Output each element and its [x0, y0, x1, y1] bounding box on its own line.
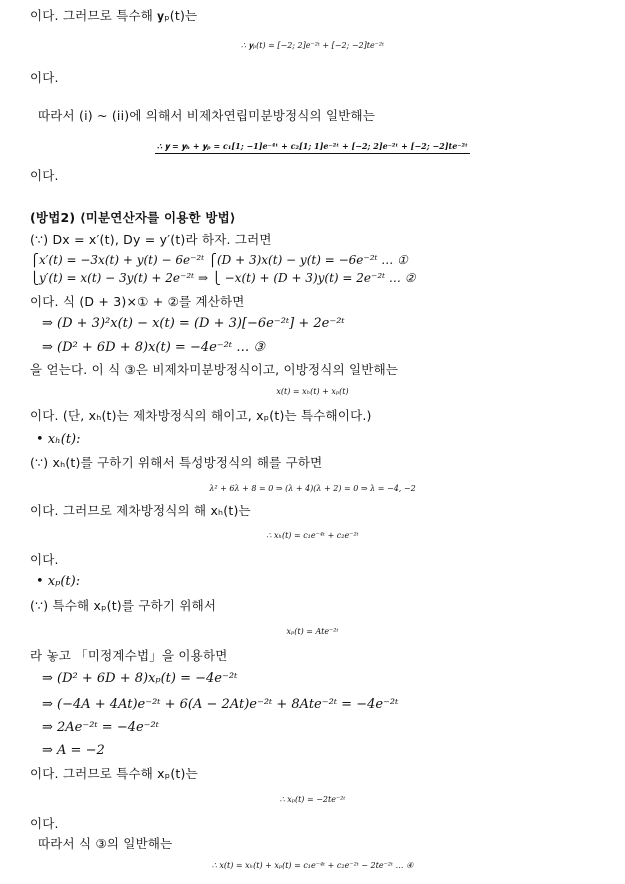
text-line: 이다. 식 (D + 3)×① + ②를 계산하면 — [30, 294, 245, 309]
text-line: 따라서 (i) ~ (ii)에 의해서 비제차연립미분방정식의 일반해는 — [38, 108, 376, 123]
equation: ⇒ A = −2 — [42, 743, 105, 758]
equation: ∴ 𝐲ₚ(t) = [−2; 2]e⁻²ᵗ + [−2; −2]te⁻²ᵗ — [240, 41, 385, 50]
equation: ∴ xₕ(t) = c₁e⁻⁴ᵗ + c₂e⁻²ᵗ — [266, 531, 359, 540]
equation-underlined — [0, 138, 625, 155]
equation: ⇒ (−4A + 4At)e⁻²ᵗ + 6(A − 2At)e⁻²ᵗ + 8Ate⁻²ᵗ = −4e⁻²ᵗ — [42, 697, 399, 712]
section-heading: (방법2) ⟨미분연산자를 이용한 방법⟩ — [30, 210, 236, 225]
equation: ⇒ (D² + 6D + 8)x(t) = −4e⁻²ᵗ … ③ — [42, 340, 265, 355]
bullet-heading: • xₚ(t): — [36, 574, 81, 589]
text-line: 이다. — [30, 816, 59, 831]
equation: ∴ xₚ(t) = −2te⁻²ᵗ — [279, 795, 346, 804]
equation: x(t) = xₕ(t) + xₚ(t) — [276, 387, 349, 396]
bullet-heading: • xₕ(t): — [36, 432, 81, 447]
text-line: 을 얻는다. 이 식 ③은 비제차미분방정식이고, 이방정식의 일반해는 — [30, 362, 399, 377]
text-line: 이다. — [30, 552, 59, 567]
equation: ⇒ (D + 3)²x(t) − x(t) = (D + 3)[−6e⁻²ᵗ] + 2e⁻²ᵗ — [42, 316, 345, 331]
equation: λ² + 6λ + 8 = 0 ⇒ (λ + 4)(λ + 2) = 0 ⇒ λ = −4, −2 — [209, 484, 416, 493]
text-line: 이다. — [30, 70, 59, 85]
text-line: 이다. (단, xₕ(t)는 제차방정식의 해이고, xₚ(t)는 특수해이다.) — [30, 408, 372, 423]
text-line: 이다. — [30, 168, 59, 183]
text-line: 이다. 그러므로 특수해 𝐲ₚ(t)는 — [30, 8, 198, 23]
equation: ∴ x(t) = xₕ(t) + xₚ(t) = c₁e⁻⁴ᵗ + c₂e⁻²ᵗ − 2te⁻²ᵗ … ④ — [211, 861, 414, 870]
text-line: (∵) 특수해 xₚ(t)를 구하기 위해서 — [30, 598, 217, 613]
equation: xₚ(t) = Ate⁻²ᵗ — [286, 627, 339, 636]
general-solution-equation: ∴ 𝐲 = 𝐲ₕ + 𝐲ₚ = c₁[1; −1]e⁻⁴ᵗ + c₂[1; 1]e⁻²ᵗ + [−2; 2]e⁻²ᵗ + [−2; −2]te⁻²ᵗ — [155, 141, 470, 154]
equation-system-row-2: ⎩y′(t) = x(t) − 3y(t) + 2e⁻²ᵗ ⇒ ⎩ −x(t) + (D + 3)y(t) = 2e⁻²ᵗ … ② — [30, 271, 416, 285]
text-line: 이다. 그러므로 제차방정식의 해 xₕ(t)는 — [30, 503, 251, 518]
equation-system-row-1: ⎧x′(t) = −3x(t) + y(t) − 6e⁻²ᵗ ⎧(D + 3)x(t) − y(t) = −6e⁻²ᵗ … ① — [30, 253, 408, 267]
text-line: (∵) xₕ(t)를 구하기 위해서 특성방정식의 해를 구하면 — [30, 455, 323, 470]
equation: ⇒ (D² + 6D + 8)xₚ(t) = −4e⁻²ᵗ — [42, 671, 238, 686]
text-line: 라 놓고 「미정계수법」을 이용하면 — [30, 648, 228, 663]
text-line: 이다. 그러므로 특수해 xₚ(t)는 — [30, 766, 198, 781]
text-line: (∵) Dx = x′(t), Dy = y′(t)라 하자. 그러면 — [30, 232, 272, 247]
equation: ⇒ 2Ae⁻²ᵗ = −4e⁻²ᵗ — [42, 720, 159, 735]
text-line: 따라서 식 ③의 일반해는 — [38, 836, 173, 851]
